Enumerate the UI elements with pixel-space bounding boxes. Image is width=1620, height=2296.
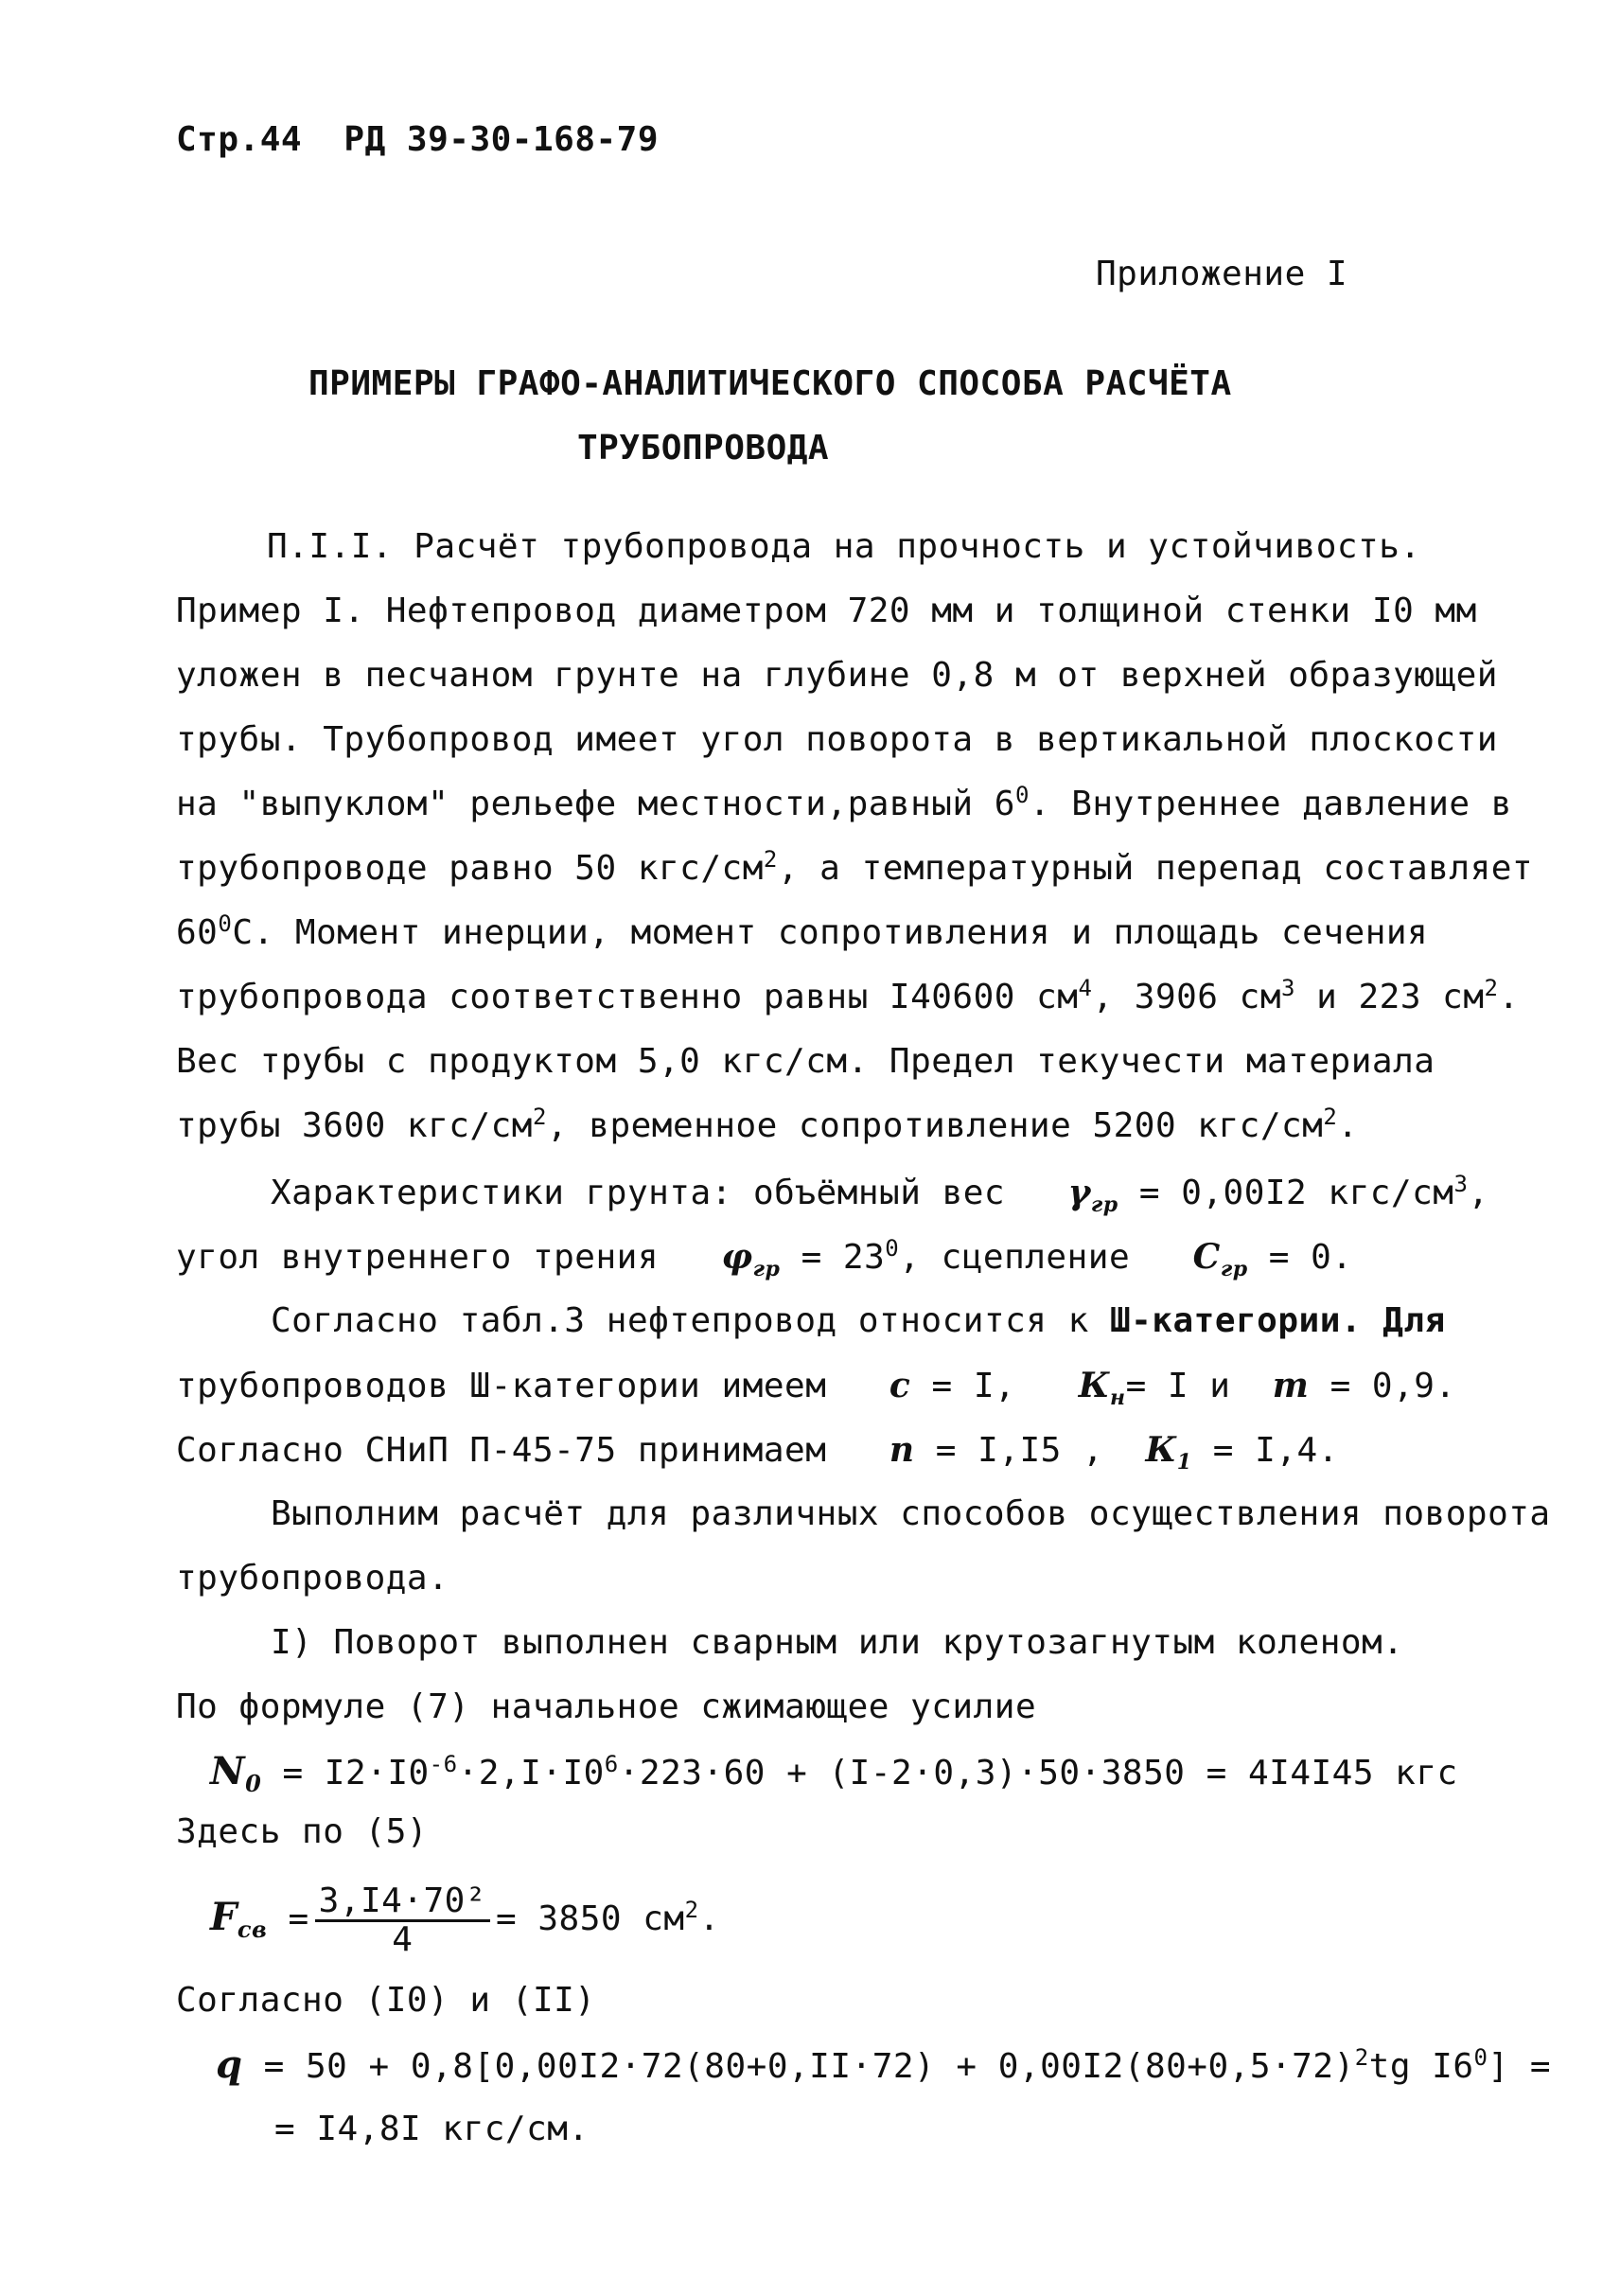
formula-n0: $N_0 = I2\cdot I0^{-6}\cdot 2,I\cdot I0^6\cdot 223\cdot 60 + (I-2\cdot 0,3)\cdot 50\cdot 3850 = 4I4I45$ кгс [210, 1749, 1458, 1798]
cohesion-symbol: С [1192, 1237, 1221, 1277]
text-line: Вес трубы с продуктом 5,0 кгс/см. Предел текучести материала [176, 1042, 1435, 1081]
formula-fsv: $F_{св}$ = $\frac{\text{3,I4·70²}}{4}$ = 3850 $см^2$. [210, 1881, 720, 1959]
text-line: По формуле (7) начальное сжимающее усилие [176, 1687, 1037, 1726]
fraction: $\frac{\text{3,I4·70²}}{4}$ [315, 1883, 490, 1958]
formula-q-result: = I4,8I кгс/см. [274, 2110, 590, 2148]
section-heading: П.I.I. Расчёт трубопровода на прочность и устойчивость. [267, 527, 1421, 566]
text-line: трубопроводов Ш-категории имеем c = I, $К_н= I$ и m = 0,9. [176, 1366, 1456, 1411]
text-line: $60^0С$. Момент инерции, момент сопротивления и площадь сечения [176, 910, 1429, 952]
text-line: уложен в песчаном грунте на глубине 0,8 м от верхней образующей [176, 656, 1498, 695]
text-line: Пример I. Нефтепровод диаметром 720 мм и толщиной стенки I0 мм [176, 592, 1477, 630]
text-line: трубы. Трубопровод имеет угол поворота в вертикальной плоскости [176, 720, 1498, 759]
text-line: трубопроводе равно 50 кгс/$см^2$, а температурный перепад составляет [176, 846, 1534, 888]
text-line: трубопровода соответственно равны I40600 $см^4$, 3906 $см^3$ и 223 $см^2$. [176, 975, 1520, 1016]
text-line: трубы 3600 кгс/$см^2$, временное сопротивление 5200 кгс/$см^2$. [176, 1104, 1359, 1145]
page-number: Стр.44 [176, 120, 303, 159]
title-line-1: ПРИМЕРЫ ГРАФО-АНАЛИТИЧЕСКОГО СПОСОБА РАСЧЁТА [308, 364, 1232, 403]
phi-symbol: φ [721, 1237, 753, 1277]
text-line: Здесь по (5) [176, 1812, 429, 1851]
text-line: I) Поворот выполнен сварным или крутозагнутым коленом. [271, 1623, 1404, 1662]
text-line: трубопровода. [176, 1559, 449, 1598]
text-line: Согласно табл.3 нефтепровод относится к Ш-категории. Для [271, 1301, 1446, 1340]
formula-q: $q = 50 + 0,8[0,00I2\cdot 72(80+0,II\cdot 72) + 0,00I2(80+0,5\cdot 72)^2tg$ $I6^0$] = [216, 2042, 1552, 2087]
appendix-label: Приложение I [1096, 255, 1348, 293]
document-code: РД 39-30-168-79 [343, 120, 660, 159]
text-line: Выполним расчёт для различных способов осуществления поворота [271, 1494, 1551, 1533]
title-line-2: ТРУБОПРОВОДА [577, 429, 830, 468]
gamma-symbol: γ [1067, 1173, 1091, 1212]
text-line: Характеристики грунта: объёмный вес $\gamma_{гр} = 0,00I2$ кгс/$см^3$, [271, 1171, 1489, 1218]
text-line: Согласно СНиП П-45-75 принимаем n = I,I5 , $К_1 = I,4$. [176, 1430, 1339, 1475]
text-line: угол внутреннего трения $\varphi_{гр} = 23^0$, сцепление $С_{гр} = 0$. [176, 1235, 1353, 1282]
text-line: Согласно (I0) и (II) [176, 1981, 596, 2020]
page-header [176, 119, 659, 161]
text-line: на "выпуклом" рельефе местности,равный $6^0$. Внутреннее давление в [176, 782, 1512, 823]
